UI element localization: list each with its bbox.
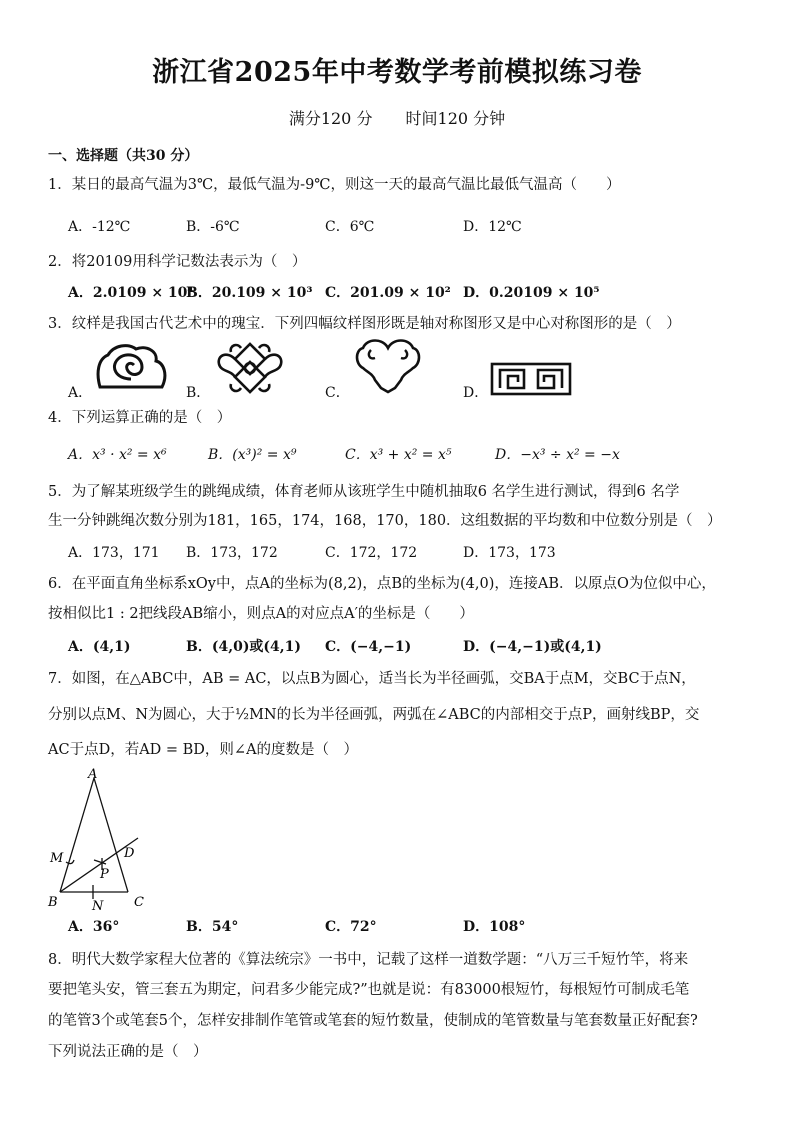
option-a: A．173，171 xyxy=(68,545,160,561)
label-b: B xyxy=(48,895,58,910)
question-7-line-2: 分别以点M、N为圆心，大于½MN的长为半径画弧，两弧在∠ABC的内部相交于点P，画射线BP，交 xyxy=(48,707,700,723)
option-c: C．201.09 × 10² xyxy=(325,285,451,301)
option-a: A．x³ · x² = x⁶ xyxy=(68,447,167,463)
question-6-line-1: 6．在平面直角坐标系xOy中，点A的坐标为(8,2)，点B的坐标为(4,0)，连接AB．以原点O为位似中心， xyxy=(48,576,716,592)
question-6-line-2: 按相似比1 : 2把线段AB缩小，则点A的对应点A′的坐标是（ ） xyxy=(48,606,474,622)
option-b: B．(x³)² = x⁹ xyxy=(208,447,297,463)
option-d: D．−x³ ÷ x² = −x xyxy=(495,447,620,463)
option-a: A．(4,1) xyxy=(68,639,131,655)
question-2-stem: 2．将20109用科学记数法表示为（ ） xyxy=(48,254,307,270)
question-5-line-1: 5．为了解某班级学生的跳绳成绩，体育老师从该班学生中随机抽取6 名学生进行测试，得到6 名学 xyxy=(48,484,680,500)
label-d: D xyxy=(124,846,135,861)
label-m: M xyxy=(50,851,64,866)
option-b: B． xyxy=(186,385,211,401)
question-8-line-1: 8．明代大数学家程大位著的《算法统宗》一书中，记载了这样一道数学题：“八万三千短竹竿，将来 xyxy=(48,952,689,968)
option-d: D．108° xyxy=(463,919,526,935)
ruyi-cloud-pattern xyxy=(353,336,423,394)
option-c: C．172，172 xyxy=(325,545,418,561)
option-d: D．0.20109 × 10⁵ xyxy=(463,285,600,301)
label-n: N xyxy=(92,899,104,914)
question-1-stem: 1．某日的最高气温为3℃，最低气温为-9℃，则这一天的最高气温比最低气温高（ ） xyxy=(48,177,621,193)
option-c: C． xyxy=(325,385,350,401)
option-c: C．6℃ xyxy=(325,219,375,235)
time-limit: 时间120 分钟 xyxy=(405,109,506,128)
section-heading: 一、选择题（共30 分） xyxy=(48,148,199,164)
option-a: A．-12℃ xyxy=(68,219,131,235)
question-8-line-3: 的笔管3个或笔套5个，怎样安排制作笔管或笔套的短竹数量，使制成的笔管数量与笔套数量正好配套? xyxy=(48,1013,698,1029)
option-a: A．2.0109 × 10⁴ xyxy=(68,285,194,301)
triangle-figure xyxy=(44,766,154,914)
question-8-line-4: 下列说法正确的是（ ） xyxy=(48,1044,208,1060)
question-7-line-3: AC于点D，若AD = BD，则∠A的度数是（ ） xyxy=(48,742,359,758)
meander-pattern xyxy=(490,362,572,396)
option-c: C．(−4,−1) xyxy=(325,639,412,655)
option-b: B．20.109 × 10³ xyxy=(186,285,313,301)
exam-info xyxy=(0,106,794,129)
page-title: 浙江省2025年中考数学考前模拟练习卷 xyxy=(152,57,642,88)
question-8-line-2: 要把笔头安，管三套五为期定，问君多少能完成?”也就是说：有83000根短竹，每根短竹可制成毛笔 xyxy=(48,982,690,998)
option-a: A． xyxy=(68,385,93,401)
option-d: D．12℃ xyxy=(463,219,522,235)
spiral-cloud-pattern xyxy=(94,343,168,393)
label-p: P xyxy=(100,867,109,882)
question-3-stem: 3．纹样是我国古代艺术中的瑰宝．下列四幅纹样图形既是轴对称图形又是中心对称图形的是（ ） xyxy=(48,316,681,332)
endless-knot-pattern xyxy=(213,340,287,396)
option-d: D．173，173 xyxy=(463,545,556,561)
option-a: A．36° xyxy=(68,919,120,935)
question-4-stem: 4．下列运算正确的是（ ） xyxy=(48,410,232,426)
option-b: B．54° xyxy=(186,919,239,935)
full-score: 满分120 分 xyxy=(288,109,373,128)
option-d: D．(−4,−1)或(4,1) xyxy=(463,639,602,655)
option-c: C．x³ + x² = x⁵ xyxy=(345,447,452,463)
label-a: A xyxy=(88,767,98,782)
option-b: B．-6℃ xyxy=(186,219,240,235)
option-d: D． xyxy=(463,385,489,401)
question-7-line-1: 7．如图，在△ABC中，AB = AC，以点B为圆心，适当长为半径画弧，交BA于点M，交BC于点N， xyxy=(48,671,696,687)
option-c: C．72° xyxy=(325,919,377,935)
label-c: C xyxy=(134,895,144,910)
question-5-line-2: 生一分钟跳绳次数分别为181，165，174，168，170，180．这组数据的平均数和中位数分别是（ ） xyxy=(48,513,722,529)
option-b: B．(4,0)或(4,1) xyxy=(186,639,302,655)
option-b: B．173，172 xyxy=(186,545,278,561)
